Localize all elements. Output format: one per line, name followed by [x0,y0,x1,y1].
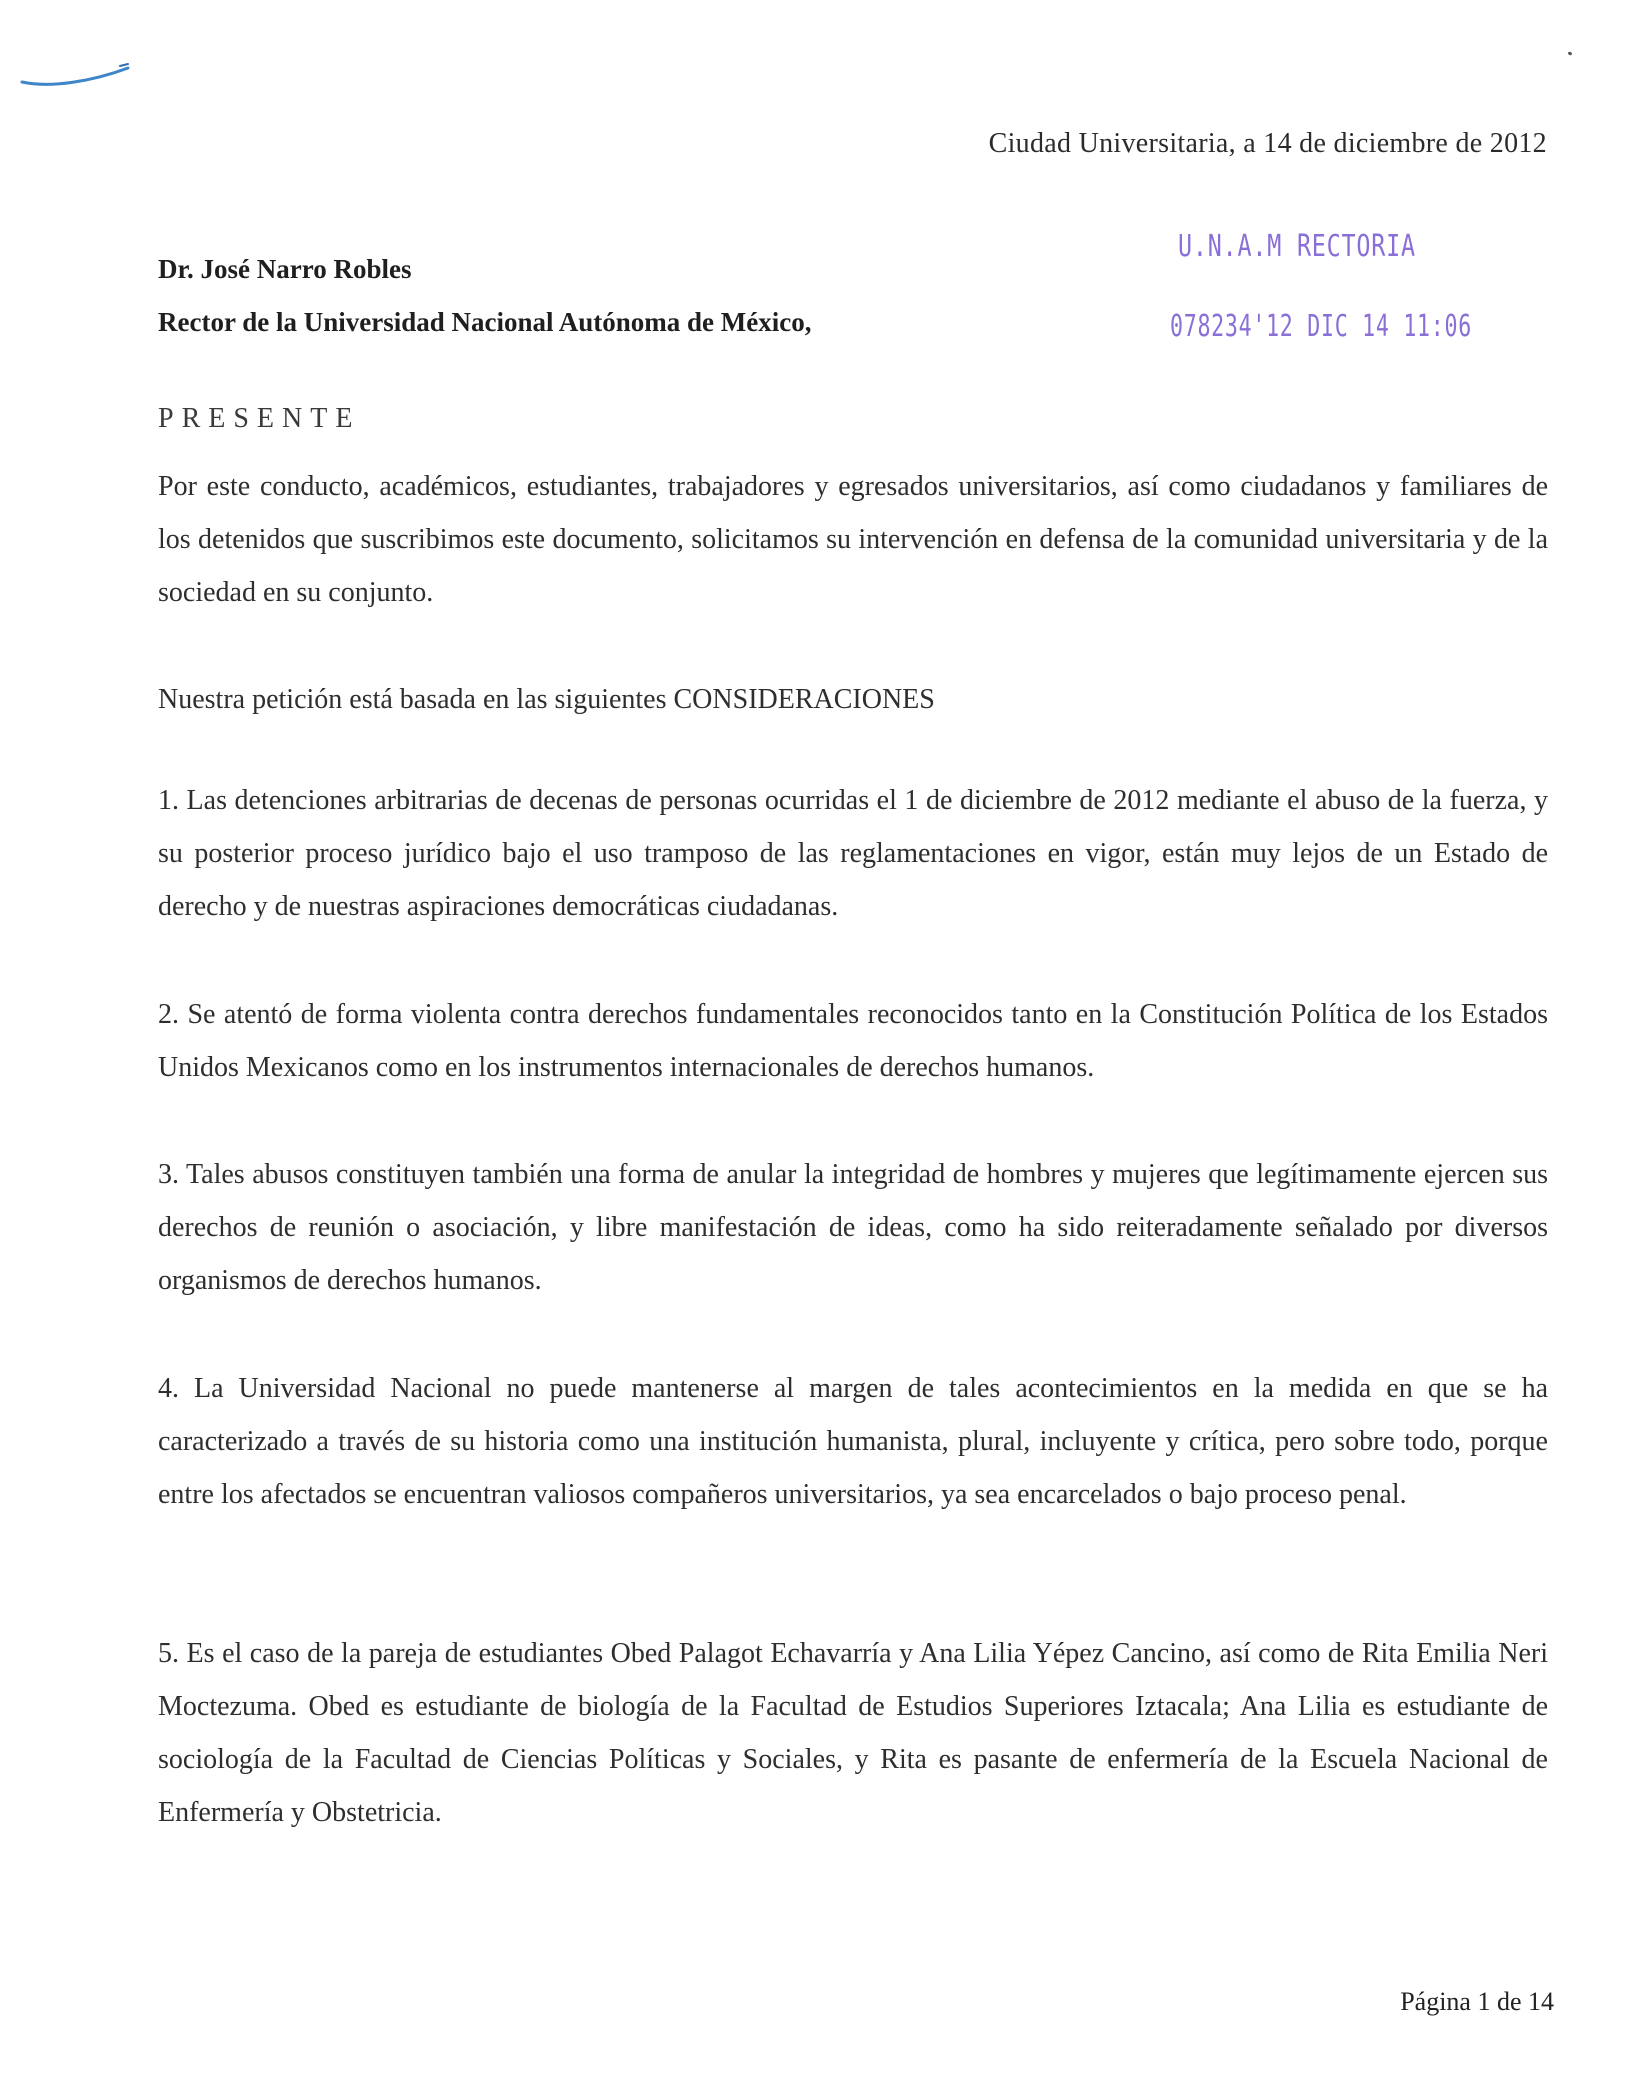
place-date: Ciudad Universitaria, a 14 de diciembre de 2012 [988,128,1547,159]
stamp-line-institution: U.N.A.M RECTORIA [1178,229,1416,264]
recipient-title: Rector de la Universidad Nacional Autónoma de México, [158,307,812,337]
recipient-block [158,243,811,349]
pen-stroke-mark [20,60,130,100]
considerations-heading: Nuestra petición está basada en las siguientes CONSIDERACIONES [158,684,935,715]
salutation: PRESENTE [158,403,361,434]
consideration-item-1: 1. Las detenciones arbitrarias de decenas de personas ocurridas el 1 de diciembre de 2012 mediante el abuso de la fuerza, y su posterior proceso jurídico bajo el uso tramposo de las reglamentaciones en vigor, están muy lejos de un Estado de derecho y de nuestras aspiraciones democráticas ciudadanas. [158,785,1548,922]
consideration-item-5: 5. Es el caso de la pareja de estudiantes Obed Palagot Echavarría y Ana Lilia Yépez Cancino, así como de Rita Emilia Neri Moctezuma. Obed es estudiante de biología de la Facultad de Estudios Superiores Iztacala; Ana Lilia es estudiante de sociología de la Facultad de Ciencias Políticas y Sociales, y Rita es pasante de enfermería de la Escuela Nacional de Enfermería y Obstetricia. [158,1638,1548,1828]
scan-speck [1568,51,1573,55]
consideration-item-4: 4. La Universidad Nacional no puede mantenerse al margen de tales acontecimientos en la medida en que se ha caracterizado a través de su historia como una institución humanista, plural, incluyente y crítica, pero sobre todo, porque entre los afectados se encuentran valiosos compañeros universitarios, ya sea encarcelados o bajo proceso penal. [158,1373,1548,1510]
page-number: Página 1 de 14 [1400,1987,1554,2016]
consideration-item-3: 3. Tales abusos constituyen también una forma de anular la integridad de hombres y mujeres que legítimamente ejercen sus derechos de reunión o asociación, y libre manifestación de ideas, como ha sido reiteradamente señalado por diversos organismos de derechos humanos. [158,1159,1548,1296]
stamp-line-folio-date: 078234'12 DIC 14 11:06 [1170,309,1472,344]
recipient-name: Dr. José Narro Robles [158,254,412,284]
consideration-item-2: 2. Se atentó de forma violenta contra derechos fundamentales reconocidos tanto en la Constitución Política de los Estados Unidos Mexicanos como en los instrumentos internacionales de derechos humanos. [158,999,1548,1083]
intro-paragraph: Por este conducto, académicos, estudiantes, trabajadores y egresados universitarios, así como ciudadanos y familiares de los detenidos que suscribimos este documento, solicitamos su intervención en defensa de la comunidad universitaria y de la sociedad en su conjunto. [158,471,1548,608]
